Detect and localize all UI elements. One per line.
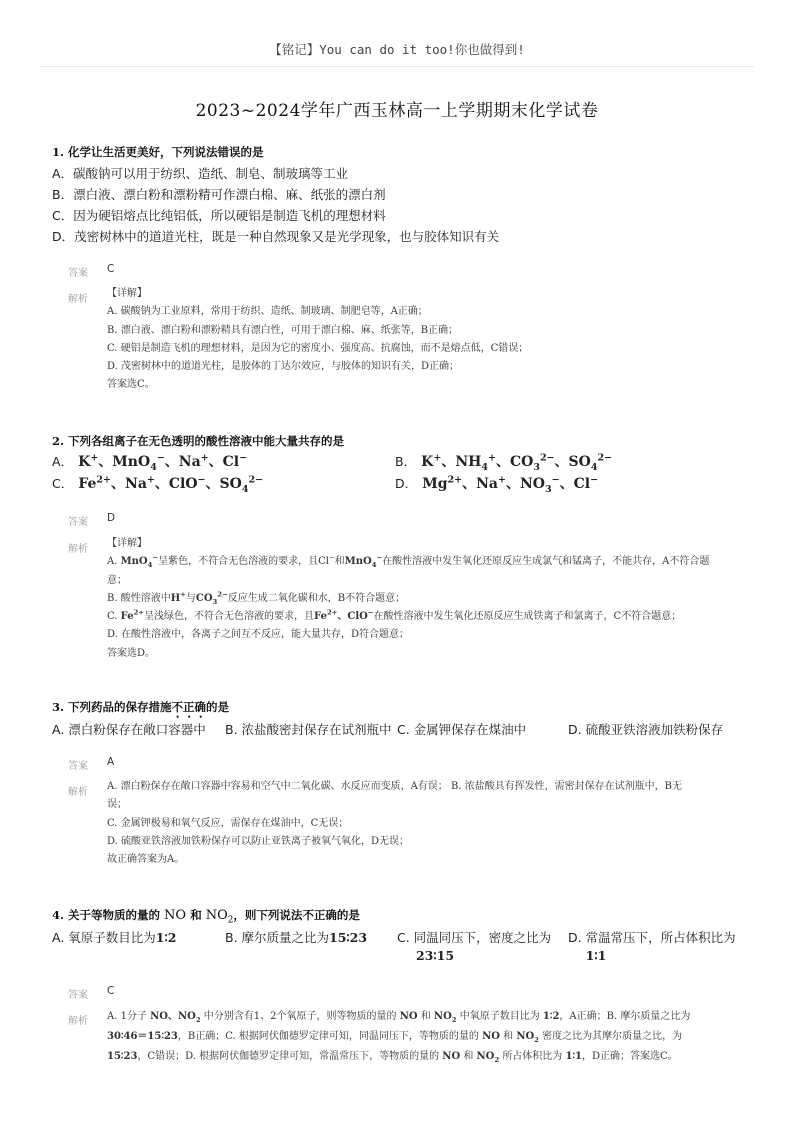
- q2-option-b-letter: B．: [395, 454, 417, 469]
- q1-analysis-line: 【详解】: [107, 288, 147, 299]
- q1-answer-value: C: [107, 263, 115, 275]
- q1-analysis-label: 解析: [68, 294, 88, 305]
- q2-option-d-letter: D．: [395, 476, 418, 491]
- page-header: 【铭记】You can do it too!你也做得到!: [269, 42, 525, 57]
- q2-option-c-letter: C．: [52, 476, 74, 491]
- q3-option-d: D. 硫酸亚铁溶液加铁粉保存: [568, 722, 724, 737]
- q4-option-c: C. 同温同压下，密度之比为: [397, 930, 552, 945]
- q2-option-d: [395, 473, 598, 493]
- q2-option-d-ions: $Mg^{2+}$、Na+、$NO_3^-$、Cl−: [422, 474, 599, 495]
- q3-stem: 3. 下列药品的保存措施不正确的是: [52, 700, 230, 714]
- q3-analysis-line: C. 金属钾极易和氧气反应，需保存在煤油中，C无误；: [107, 817, 349, 829]
- q1-option-a: A．碳酸钠可以用于纺织、造纸、制皂、制玻璃等工业: [52, 166, 349, 181]
- q1-option-d: D．茂密树林中的道道光柱，既是一种自然现象又是光学现象，也与胶体知识有关: [52, 229, 500, 244]
- q1-analysis-line: B. 漂白液、漂白粉和漂粉精具有漂白性，可用于漂白棉、麻、纸张等，B正确；: [107, 324, 459, 336]
- q3-option-b: B. 浓盐酸密封保存在试剂瓶中: [225, 722, 392, 737]
- q2-analysis-line: C. $Fe^{2+}$呈浅绿色，不符合无色溶液的要求，且$Fe^{2+}$、ClO−在酸性溶液中发生氧化还原反应生成铁离子和氯离子，C不符合题意；: [107, 608, 682, 623]
- q2-analysis-line: A. MnO$_4$−呈紫色，不符合无色溶液的要求，且Cl−和MnO$_4$−在酸性溶液中发生氧化还原反应生成氯气和锰离子，不能共存，A不符合题: [107, 553, 710, 570]
- q1-option-b: B．漂白液、漂白粉和漂粉精可作漂白棉、麻、纸张的漂白剂: [52, 187, 386, 202]
- q4-analysis-label: 解析: [68, 1016, 88, 1027]
- q4-option-d: D. 常温常压下，所占体积比为: [568, 930, 736, 945]
- q1-analysis: [107, 285, 528, 395]
- q3-option-a: A. 漂白粉保存在敞口容器中: [52, 722, 206, 737]
- q2-option-a: [52, 451, 247, 471]
- q1-stem: 1. 化学让生活更美好，下列说法错误的是: [52, 145, 264, 159]
- q4-answer-label: 答案: [68, 990, 88, 1001]
- q2-answer-value: D: [107, 512, 116, 524]
- q2-analysis-line: 答案选D。: [107, 647, 156, 659]
- q2-analysis-line: 【详解】: [107, 538, 147, 549]
- q3-answer-label: 答案: [68, 761, 88, 772]
- q3-analysis-line: 故正确答案为A。: [107, 854, 185, 866]
- q3-option-c: C. 金属钾保存在煤油中: [397, 722, 527, 737]
- q1-option-c: C．因为硬铝熔点比纯铝低，所以硬铝是制造飞机的理想材料: [52, 208, 386, 223]
- q2-analysis-label: 解析: [68, 544, 88, 555]
- q4-answer-value: C: [107, 985, 115, 997]
- page-title: 2023~2024学年广西玉林高一上学期期末化学试卷: [195, 101, 599, 121]
- q2-analysis: [107, 535, 709, 663]
- q2-stem: 2. 下列各组离子在无色透明的酸性溶液中能大量共存的是: [52, 434, 345, 448]
- q2-answer-label: 答案: [68, 517, 88, 528]
- q2-option-c-ions: $Fe^{2+}$、Na+、ClO−、$SO_4^{2-}$: [78, 474, 264, 495]
- q4-option-b-value: 15∶23: [329, 930, 368, 945]
- q1-answer-label: 答案: [68, 268, 88, 279]
- q4-option-a: A. 氧原子数目比为1∶2: [52, 930, 177, 945]
- q2-option-b: [395, 451, 612, 471]
- q3-analysis-line: 误；: [107, 799, 127, 811]
- q3-answer-value: A: [107, 756, 115, 768]
- q3-analysis-label: 解析: [68, 787, 88, 798]
- q4-option-c-value: 23∶15: [415, 948, 455, 963]
- q2-option-a-ions: K+、MnO$_4$−、Na+、Cl−: [78, 452, 248, 473]
- q2-option-c: [52, 473, 263, 493]
- q1-analysis-line: C. 硬铝是制造飞机的理想材料，是因为它的密度小、强度高、抗腐蚀，而不是熔点低，C错误；: [107, 342, 529, 354]
- q2-option-a-letter: A．: [52, 454, 74, 469]
- q2-option-b-ions: K+、$NH_4^+$、$CO_3^{2-}$、$SO_4^{2-}$: [421, 452, 613, 473]
- q4-analysis-line: 15∶23，C错误；D. 根据阿伏伽德罗定律可知，常温常压下，等物质的量的 NO 和 $NO_2$ 所占体积比为 1∶1，D正确；答案选C。: [107, 1051, 678, 1064]
- q1-analysis-line: 答案选C。: [107, 379, 155, 391]
- q3-analysis-line: D. 硫酸亚铁溶液加铁粉保存可以防止亚铁离子被氧气氧化，D无误；: [107, 835, 410, 847]
- q3-analysis: [107, 778, 682, 869]
- q4-analysis: [107, 1007, 690, 1067]
- q4-analysis-line: A. 1分子 NO、$NO_2$ 中分别含有1、2个氧原子，则等物质的量的 NO 和 $NO_2$ 中氧原子数目比为 1∶2，A正确；B. 摩尔质量之比为: [107, 1011, 691, 1024]
- q1-analysis-line: D. 茂密树林中的道道光柱，是胶体的丁达尔效应，与胶体的知识有关，D正确；: [107, 361, 460, 373]
- q2-analysis-line: D. 在酸性溶液中，各离子之间互不反应，能大量共存，D符合题意；: [107, 629, 410, 641]
- q2-analysis-line: B. 酸性溶液中H+与$CO_3^{2-}$反应生成二氧化碳和水，B不符合题意；: [107, 590, 406, 606]
- q4-option-d-value: 1∶1: [585, 948, 607, 963]
- q4-option-b: B. 摩尔质量之比为15∶23: [225, 930, 368, 945]
- q1-analysis-line: A. 碳酸钠为工业原料，常用于纺织、造纸、制玻璃、制肥皂等，A正确；: [107, 306, 428, 318]
- q4-stem: 4. 关于等物质的量的 NO 和 $NO_2$，则下列说法不正确的是: [52, 908, 360, 926]
- q4-option-a-value: 1∶2: [155, 930, 177, 945]
- q3-analysis-line: A. 漂白粉保存在敞口容器中容易和空气中二氧化碳、水反应而变质，A有误； B. 浓盐酸具有挥发性，需密封保存在试剂瓶中，B无: [107, 781, 683, 792]
- q3-stem-emphasis: 不正确: [171, 700, 207, 714]
- q4-analysis-line: 30∶46＝15∶23，B正确；C. 根据阿伏伽德罗定律可知，同温同压下，等物质的量的 NO 和 $NO_2$ 密度之比为其摩尔质量之比，为: [107, 1031, 683, 1044]
- header-divider: [40, 66, 754, 67]
- q2-analysis-line: 意；: [107, 574, 127, 586]
